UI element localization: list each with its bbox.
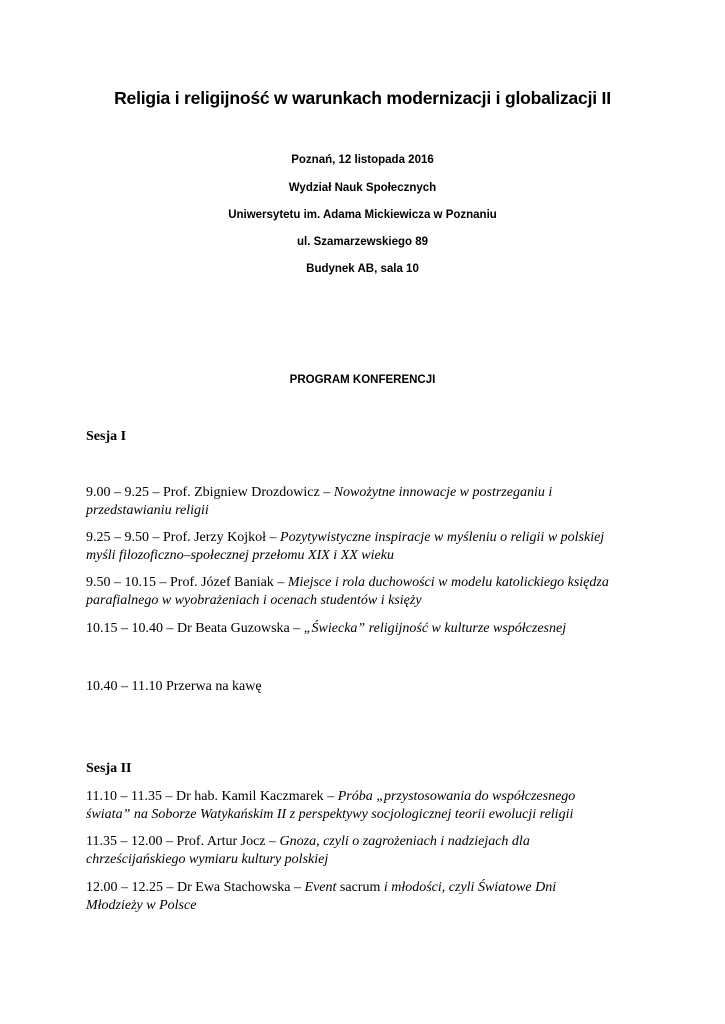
item-time: 9.00 – 9.25	[86, 485, 149, 500]
item-title-cont: przedstawianiu religii	[86, 503, 209, 518]
session-2-label: Sesja II	[86, 761, 132, 776]
item-title: Nowożytne innowacje w postrzeganiu i	[333, 485, 553, 500]
item-speaker: Dr hab. Kamil Kaczmarek	[175, 789, 324, 804]
session-1-item-3: 9.50 – 10.15 – Prof. Józef Baniak – Miejsce i rola duchowości w modelu katolickiego księdza parafialnego w wyobrażeniach i ocenach studentów i księży	[86, 575, 609, 608]
program-heading: PROGRAM KONFERENCJI	[289, 374, 436, 386]
session-2-item-2: 11.35 – 12.00 – Prof. Artur Jocz – Gnoza, czyli o zagrożeniach i nadziejach dla chrześcijańskiego wymiaru kultury polskiej	[86, 834, 530, 867]
item-time: 11.35 – 12.00	[86, 834, 163, 849]
item-title-cont: chrześcijańskiego wymiaru kultury polskiej	[86, 852, 329, 867]
item-time: 12.00 – 12.25	[86, 880, 163, 895]
item-title: „Świecka” religijność w kulturze współczesnej	[303, 621, 567, 636]
item-title: Event	[304, 880, 337, 895]
item-title: Gnoza, czyli o zagrożeniach i nadziejach dla	[279, 834, 530, 849]
item-title-cont: myśli filozoficzno–społecznej przełomu XIX i XX wieku	[86, 548, 394, 563]
item-speaker: Prof. Józef Baniak	[170, 575, 274, 590]
item-title-rest: i młodości, czyli Światowe Dni	[383, 880, 557, 895]
session-1-item-4: 10.15 – 10.40 – Dr Beata Guzowska – „Świecka” religijność w kulturze współczesnej	[86, 621, 567, 636]
coffee-break: 10.40 – 11.10 Przerwa na kawę	[86, 679, 262, 694]
session-2-item-1: 11.10 – 11.35 – Dr hab. Kamil Kaczmarek – Próba „przystosowania do współczesnego świata” na Soborze Watykańskim II z perspektywy socjologicznej teorii ewolucji religii	[86, 789, 576, 822]
session-1-item-2: 9.25 – 9.50 – Prof. Jerzy Kojkoł – Pozytywistyczne inspiracje w myśleniu o religii w polskiej myśli filozoficzno–społecznej przełomu XIX i XX wieku	[86, 530, 605, 563]
conference-date: Poznań, 12 listopada 2016	[291, 154, 434, 166]
conference-street: ul. Szamarzewskiego 89	[296, 236, 429, 248]
conference-faculty: Wydział Nauk Społecznych	[288, 182, 437, 194]
item-title-cont: Młodzieży w Polsce	[86, 898, 197, 913]
session-1-item-1: 9.00 – 9.25 – Prof. Zbigniew Drozdowicz – Nowożytne innowacje w postrzeganiu i przedstawianiu religii	[86, 485, 553, 518]
item-speaker: Prof. Zbigniew Drozdowicz	[163, 485, 320, 500]
item-speaker: Dr Beata Guzowska	[177, 621, 290, 636]
item-title-cont: parafialnego w wyobrażeniach i ocenach studentów i księży	[86, 593, 422, 608]
session-1-label: Sesja I	[86, 429, 127, 444]
item-speaker: Prof. Jerzy Kojkoł	[163, 530, 267, 545]
item-time: 9.25 – 9.50	[86, 530, 149, 545]
item-title-upright: sacrum	[339, 880, 381, 895]
session-2-item-3: 12.00 – 12.25 – Dr Ewa Stachowska – Event sacrum i młodości, czyli Światowe Dni Młodzieży w Polsce	[86, 880, 557, 913]
item-speaker: Prof. Artur Jocz	[176, 834, 266, 849]
item-title-cont: świata” na Soborze Watykańskim II z perspektywy socjologicznej teorii ewolucji religii	[86, 807, 574, 822]
conference-room: Budynek AB, sala 10	[306, 263, 419, 275]
item-time: 11.10 – 11.35	[86, 789, 162, 804]
conference-title: Religia i religijność w warunkach modernizacji i globalizacji II	[114, 88, 611, 108]
item-title: Miejsce i rola duchowości w modelu katolickiego księdza	[287, 575, 609, 590]
item-title: Pozytywistyczne inspiracje w myśleniu o religii w polskiej	[280, 530, 605, 545]
conference-university: Uniwersytetu im. Adama Mickiewicza w Poznaniu	[228, 209, 497, 221]
item-title: Próba „przystosowania do współczesnego	[337, 789, 576, 804]
item-time: 10.15 – 10.40	[86, 621, 163, 636]
item-speaker: Dr Ewa Stachowska	[177, 880, 291, 895]
item-time: 9.50 – 10.15	[86, 575, 156, 590]
